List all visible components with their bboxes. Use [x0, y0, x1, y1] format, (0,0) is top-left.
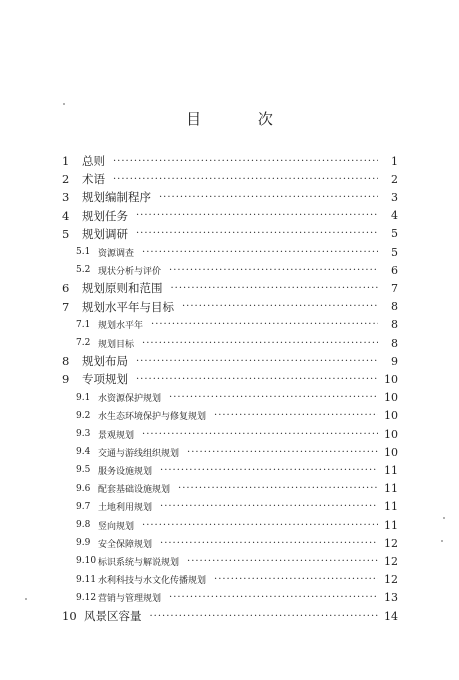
toc-subentry [76, 498, 398, 516]
dot-leader [160, 538, 378, 549]
toc-entry-page-number: 12 [384, 554, 398, 568]
toc-subentry [76, 443, 398, 461]
dot-leader [159, 192, 378, 203]
toc-entry-label: 规划目标 [98, 339, 135, 350]
toc-entry-number: 9.2 [76, 410, 91, 421]
dot-leader [113, 174, 378, 185]
toc-entry-page-number: 8 [391, 318, 398, 332]
dot-leader [142, 247, 378, 258]
toc-entry [62, 370, 398, 388]
toc-entry-page-number: 11 [384, 500, 398, 514]
toc-entry-number: 9.3 [76, 429, 91, 439]
toc-entry-page-number: 11 [384, 518, 398, 532]
toc-entry-number: 9.5 [76, 465, 91, 476]
dot-leader [142, 338, 378, 349]
dot-leader [136, 374, 378, 385]
toc-entry-number: 9.10 [76, 556, 97, 567]
toc-entry-number: 9.8 [76, 520, 91, 530]
dot-leader [171, 283, 379, 294]
toc-subentry [76, 425, 398, 443]
toc-subentry [76, 389, 398, 407]
toc-entry-page-number: 5 [391, 245, 398, 259]
toc-entry-page-number: 10 [384, 427, 398, 441]
toc-entry-number: 9.7 [76, 501, 91, 512]
dot-leader [142, 429, 378, 440]
toc-entry-label: 规划原则和范围 [82, 281, 163, 296]
toc-entry [62, 207, 398, 225]
toc-subentry [76, 243, 398, 261]
toc-entry [62, 279, 398, 297]
toc-entry-number: 6 [62, 281, 70, 296]
toc-entry-label: 风景区容量 [84, 609, 142, 623]
toc-subentry [76, 516, 398, 534]
toc-entry-page-number: 10 [384, 445, 398, 459]
toc-entry [62, 188, 398, 206]
toc-entry-number: 10 [62, 609, 77, 623]
toc-entry-page-number: 14 [384, 609, 398, 623]
dot-leader [214, 574, 378, 585]
toc-entry-label: 营销与管理规划 [98, 594, 162, 605]
toc-entry [62, 170, 398, 188]
scan-speck [443, 517, 445, 519]
dot-leader [214, 410, 378, 421]
toc-entry-label: 规划编制程序 [82, 190, 151, 205]
toc-entry-number: 7.1 [76, 319, 91, 330]
dot-leader [151, 319, 378, 330]
toc-entry-label: 规划水平年与目标 [82, 299, 174, 314]
toc-entry-label: 规划布局 [82, 354, 128, 369]
toc-entry-page-number: 4 [391, 209, 398, 223]
toc-entry-page-number: 6 [391, 263, 398, 277]
toc-entry-label: 竖向规划 [98, 521, 135, 532]
dot-leader [136, 356, 378, 367]
toc-entry-number: 5.2 [76, 265, 91, 276]
toc-entry [62, 225, 398, 243]
toc-entry-page-number: 2 [391, 172, 398, 186]
toc-entry-label: 配套基础设施规划 [98, 485, 171, 496]
toc-entry-label: 总则 [82, 154, 105, 168]
toc-entry-number: 5 [62, 226, 70, 241]
toc-entry-number: 9.12 [76, 592, 97, 603]
toc-entry-label: 水资源保护规划 [98, 394, 162, 405]
toc-entry-label: 安全保障规划 [98, 539, 153, 550]
toc-entry-label: 标识系统与解说规划 [98, 557, 180, 568]
toc-entry-page-number: 7 [391, 281, 398, 295]
toc-entry [62, 298, 398, 316]
toc-entry-label: 专项规划 [82, 372, 128, 387]
toc-entry-page-number: 8 [391, 300, 398, 314]
dot-leader [187, 556, 378, 567]
toc-entry-label: 交通与游线组织规划 [98, 448, 180, 459]
toc-entry-number: 1 [62, 154, 70, 168]
dot-leader [136, 228, 378, 239]
toc-entry [62, 607, 398, 625]
dot-leader [160, 465, 378, 476]
dot-leader [113, 156, 378, 167]
dot-leader [136, 210, 378, 221]
toc-subentry [76, 316, 398, 334]
toc-entry-number: 2 [62, 172, 70, 187]
toc-subentry [76, 334, 398, 352]
toc-entry-page-number: 1 [391, 154, 398, 168]
toc-entry-number: 7 [62, 299, 70, 314]
toc-entry-label: 水生态环境保护与修复规划 [98, 412, 207, 423]
toc-subentry [76, 534, 398, 552]
toc-entry-page-number: 12 [384, 573, 398, 587]
toc-entry-number: 8 [62, 354, 70, 369]
toc-entry-page-number: 3 [391, 190, 398, 204]
toc-subentry [76, 571, 398, 589]
dot-leader [187, 447, 378, 458]
toc-entry-label: 规划调研 [82, 226, 128, 241]
toc-entry-page-number: 12 [384, 536, 398, 550]
toc-entry [62, 152, 398, 170]
dot-leader [160, 501, 378, 512]
toc-entry-number: 9.11 [76, 574, 97, 585]
toc-entry-page-number: 11 [384, 463, 398, 477]
toc-entry-label: 术语 [82, 172, 105, 187]
dot-leader [150, 611, 379, 622]
toc-entry-number: 4 [62, 208, 70, 223]
dot-leader [169, 592, 378, 603]
toc-entry-number: 9 [62, 372, 70, 387]
toc-entry-page-number: 13 [384, 591, 398, 605]
toc-entry-number: 3 [62, 190, 70, 205]
toc-entry-page-number: 9 [391, 354, 398, 368]
toc-entry-number: 9.1 [76, 392, 91, 403]
dot-leader [178, 483, 378, 494]
toc-subentry [76, 589, 398, 607]
toc-entry-number: 9.6 [76, 483, 91, 494]
toc-entry-number: 7.2 [76, 338, 91, 348]
toc-entry [62, 352, 398, 370]
toc-subentry [76, 407, 398, 425]
toc-entry-number: 9.9 [76, 538, 91, 549]
toc-entry-label: 服务设施规划 [98, 466, 153, 477]
scan-speck [25, 598, 27, 600]
toc-entry-number: 5.1 [76, 247, 91, 257]
toc-entry-label: 景观规划 [98, 430, 135, 441]
toc-entry-label: 现状分析与评价 [98, 266, 162, 277]
dot-leader [182, 301, 378, 312]
dot-leader [169, 392, 378, 403]
dot-leader [142, 520, 378, 531]
toc-subentry [76, 480, 398, 498]
toc-entry-label: 规划任务 [82, 208, 128, 223]
page-title: 目 次 [186, 110, 299, 128]
toc-entry-page-number: 11 [384, 482, 398, 496]
toc-entry-page-number: 10 [384, 391, 398, 405]
toc-entry-label: 资源调查 [98, 248, 135, 259]
scan-speck [63, 103, 65, 105]
toc-entry-page-number: 10 [384, 372, 398, 386]
toc-entry-page-number: 5 [391, 227, 398, 241]
toc-entry-number: 9.4 [76, 447, 91, 458]
toc-subentry [76, 552, 398, 570]
toc-entry-label: 水利科技与水文化传播规划 [98, 576, 207, 587]
scan-speck [441, 540, 443, 542]
toc-entry-label: 规划水平年 [98, 321, 144, 332]
toc-subentry [76, 261, 398, 279]
toc-entry-label: 土地利用规划 [98, 503, 153, 514]
toc-subentry [76, 461, 398, 479]
toc-entry-page-number: 10 [384, 409, 398, 423]
dot-leader [169, 265, 378, 276]
toc-entry-page-number: 8 [391, 336, 398, 350]
